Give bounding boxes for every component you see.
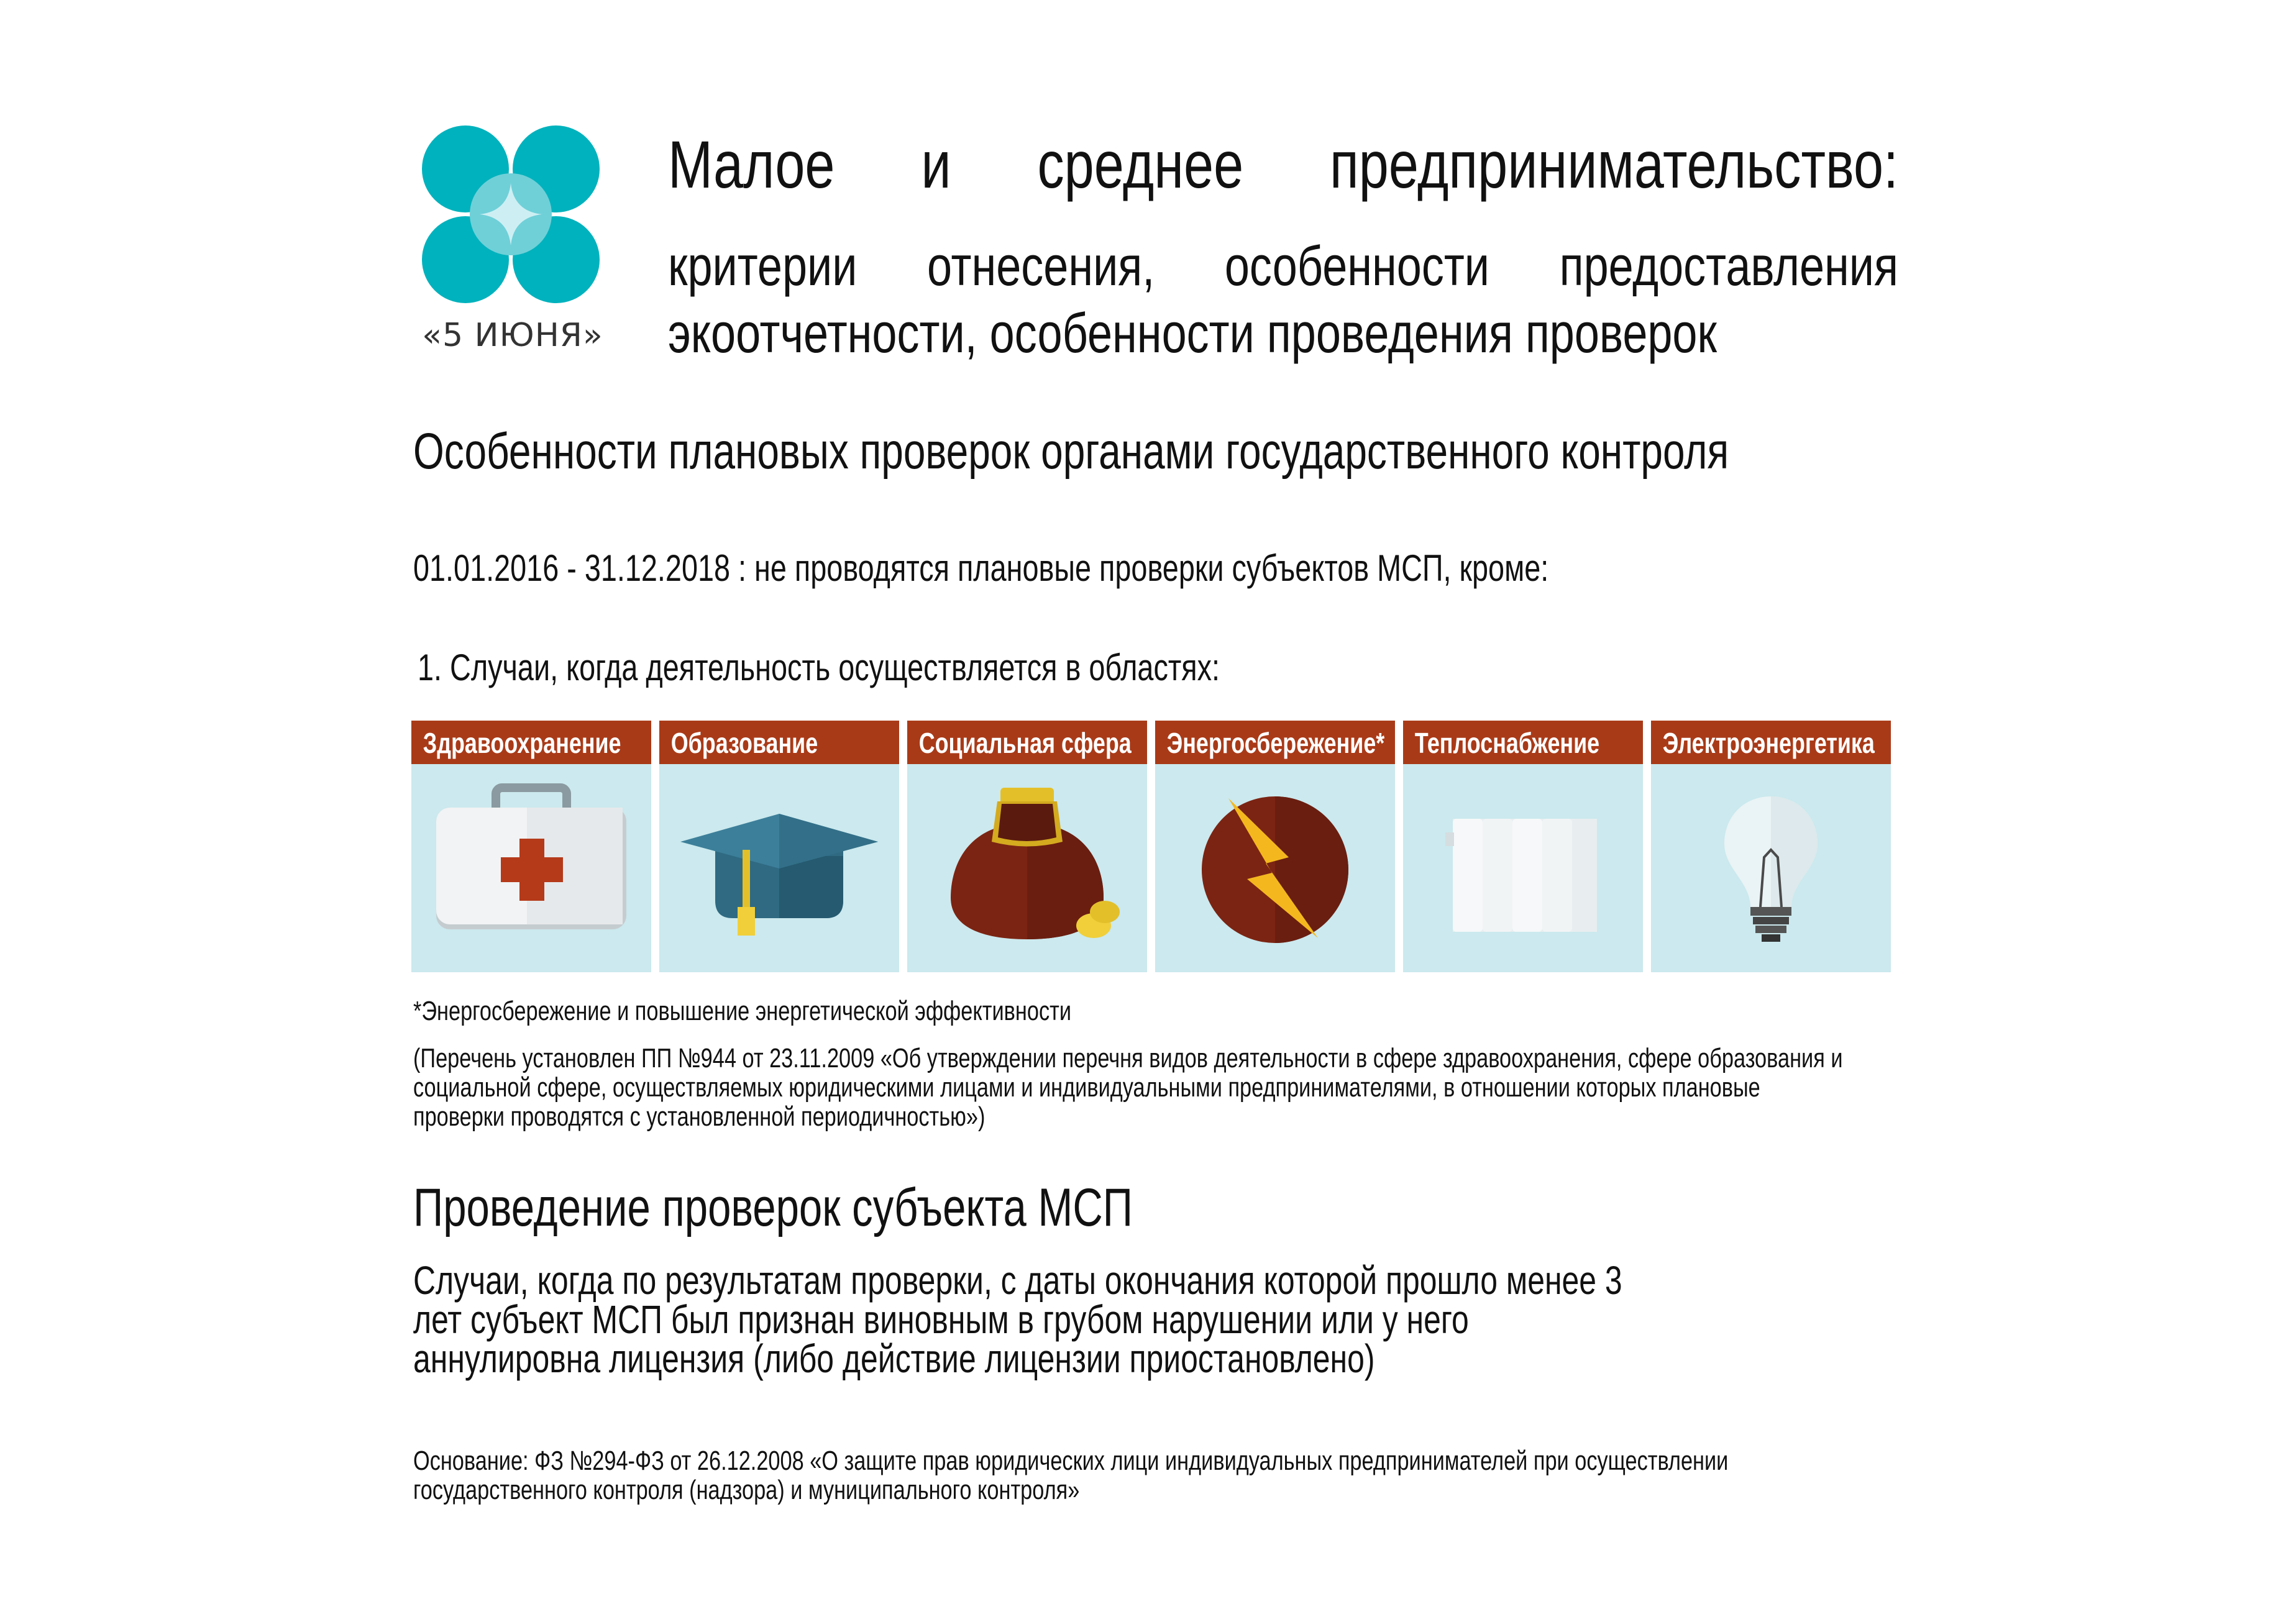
- category-card-electric-power: [1651, 721, 1891, 972]
- category-card-header: Социальная сфера: [907, 721, 1147, 764]
- category-card-header: Здравоохранение: [411, 721, 651, 764]
- category-card-social: [907, 721, 1147, 972]
- light-bulb-icon: [1651, 764, 1891, 972]
- page-title: Малое и среднее предпринимательство:: [668, 127, 1898, 202]
- list-item-1: 1. Случаи, когда деятельность осуществляется в областях:: [418, 647, 1220, 688]
- page-subtitle: [668, 233, 1898, 367]
- category-card-heat-supply: [1403, 721, 1643, 972]
- subtitle-line-1: критерии отнесения, особенности предоставления: [668, 235, 1898, 298]
- lightning-bolt-icon: [1155, 764, 1395, 972]
- section-title-msp-inspections: Проведение проверок субъекта МСП: [413, 1178, 1133, 1237]
- first-aid-kit-icon: [411, 764, 651, 972]
- category-card-header: Электроэнергетика: [1651, 721, 1891, 764]
- logo-caption: «5 ИЮНЯ»: [422, 317, 603, 354]
- legal-basis: Основание: ФЗ №294-ФЗ от 26.12.2008 «О защите прав юридических лици индивидуальных предпринимателей при осуществлении государственного контроля (надзора) и муниципального контроля»: [413, 1446, 1729, 1505]
- category-card-healthcare: [411, 721, 651, 972]
- category-card-header: Энергосбережение*: [1155, 721, 1395, 764]
- category-card-education: [659, 721, 899, 972]
- logo: [413, 124, 612, 360]
- subtitle-line-2: экоотчетности, особенности проведения проверок: [668, 303, 1717, 365]
- category-cards: [411, 721, 1890, 972]
- source-note: (Перечень установлен ПП №944 от 23.11.2009 «Об утверждении перечня видов деятельности в сфере здравоохранения, сфере образования и социальной сфере, осуществляемых юридическими лицами и индивидуальными предпринимателями, в отношении которых плановые проверки проводятся с установленной периодичностью»): [413, 1043, 1843, 1132]
- four-circle-flower-icon: [421, 124, 601, 304]
- footnote: *Энергосбережение и повышение энергетической эффективности: [413, 996, 1071, 1026]
- category-card-header: Образование: [659, 721, 899, 764]
- graduation-cap-icon: [659, 764, 899, 972]
- case-description: Случаи, когда по результатам проверки, с даты окончания которой прошло менее 3 лет субъект МСП был признан виновным в грубом нарушении или у него аннулировна лицензия (либо действие лицензии приостановлено): [413, 1258, 1622, 1381]
- category-card-header: Теплоснабжение: [1403, 721, 1643, 764]
- radiator-icon: [1403, 764, 1643, 972]
- purse-coins-icon: [907, 764, 1147, 972]
- section-title-planned-inspections: Особенности плановых проверок органами государственного контроля: [413, 423, 1729, 480]
- category-card-energy-saving: [1155, 721, 1395, 972]
- period-statement: 01.01.2016 - 31.12.2018 : не проводятся плановые проверки субъектов МСП, кроме:: [413, 547, 1549, 589]
